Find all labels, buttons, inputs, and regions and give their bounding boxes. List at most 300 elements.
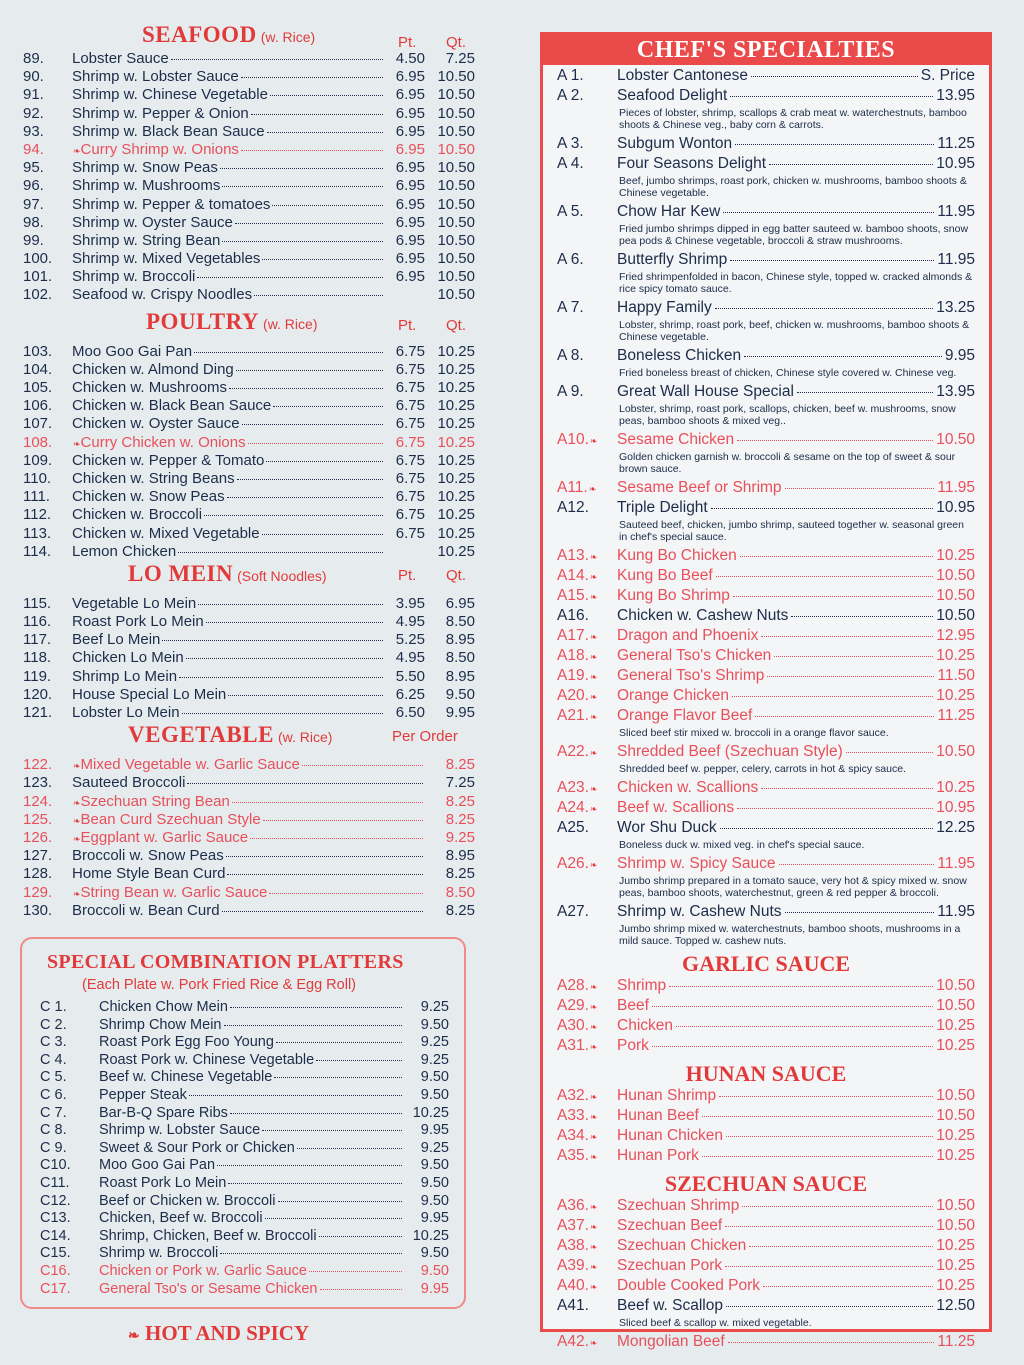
item-name: Shrimp w. String Bean [72, 231, 221, 249]
pint-price: 6.95 [395, 195, 425, 213]
menu-item [20, 631, 475, 649]
item-name: Sesame Beef or Shrimp [617, 479, 782, 496]
item-number: 116. [23, 613, 52, 631]
item-name: Szechuan Beef [617, 1217, 723, 1234]
quart-price: 10.50 [437, 122, 475, 140]
specialty-item [557, 855, 975, 875]
item-number: 106. [23, 397, 53, 415]
item-name: Roast Pork Lo Mein [99, 1174, 227, 1191]
pint-price: 6.95 [395, 68, 425, 86]
item-number [557, 547, 617, 565]
leader-dots [761, 788, 933, 789]
leader-dots [725, 1266, 933, 1267]
specialty-item [557, 743, 975, 763]
item-number: C13. [40, 1210, 71, 1227]
item-number-text: A 1. [557, 67, 584, 84]
specialty-item [557, 799, 975, 819]
specialty-item [557, 1037, 975, 1057]
menu-item [20, 793, 475, 811]
item-number [557, 1107, 617, 1125]
chili-pepper-icon: ❧ [589, 1022, 598, 1032]
leader-dots [198, 604, 383, 605]
item-number-text: A 6. [557, 251, 584, 268]
item-name: Chicken w. Oyster Sauce [72, 415, 240, 433]
item-price: 10.50 [936, 431, 975, 448]
leader-dots [248, 443, 383, 444]
chili-pepper-icon: ❧ [73, 833, 81, 844]
item-name: Chicken w. Broccoli [72, 506, 203, 524]
leader-dots [769, 164, 933, 165]
item-name: Beef w. Scallions [617, 799, 735, 816]
item-description: Sliced beef stir mixed w. broccoli in a orange flavor sauce. [619, 727, 889, 739]
item-price: 10.50 [936, 997, 975, 1014]
item-description: Fried boneless breast of chicken, Chinese style covered w. Chinese veg. [619, 367, 957, 379]
item-price: 11.25 [937, 135, 975, 152]
item-name: Chicken [617, 1017, 673, 1034]
item-name: Orange Flavor Beef [617, 707, 753, 724]
item-price: 8.25 [445, 865, 475, 883]
leader-dots [204, 515, 383, 516]
item-price: 10.25 [936, 1017, 975, 1034]
chef-title: CHEF'S SPECIALTIES [636, 37, 896, 63]
leader-dots [186, 658, 383, 659]
leader-dots [220, 1253, 402, 1254]
item-number [557, 251, 617, 269]
item-number-text: A16. [557, 607, 589, 624]
pint-header: Pt. [398, 566, 417, 584]
leader-dots [178, 552, 383, 553]
chili-pepper-icon: ❧ [589, 572, 598, 582]
item-name: Lobster Cantonese [617, 67, 748, 84]
menu-item [20, 232, 475, 250]
item-price: 8.25 [445, 901, 475, 919]
item-number: 105. [23, 379, 53, 396]
lomein-list [20, 595, 475, 722]
item-price: 9.50 [420, 1245, 449, 1262]
item-number: 128. [23, 865, 53, 883]
leader-dots [171, 59, 383, 60]
item-name: Hunan Shrimp [617, 1087, 717, 1104]
leader-dots [749, 1246, 933, 1247]
menu-item [20, 434, 475, 452]
leader-dots [230, 1113, 402, 1114]
item-number-text: A 4. [557, 155, 584, 172]
item-number-text: A 9. [557, 383, 584, 400]
specialty-item [557, 251, 975, 271]
menu-item [20, 196, 475, 214]
quart-price: 8.50 [445, 613, 475, 631]
item-number [557, 1237, 617, 1255]
item-name: Kung Bo Beef [617, 567, 713, 584]
leader-dots [761, 636, 933, 637]
item-description: Sliced beef & scallop w. mixed vegetable. [619, 1317, 812, 1329]
item-number: C 8. [40, 1122, 67, 1139]
item-number [557, 567, 617, 585]
item-price: 10.50 [936, 587, 975, 604]
garlic-sauce-title: GARLIC SAUCE [681, 951, 851, 976]
item-name: Sauteed Broccoli [72, 774, 186, 792]
leader-dots [222, 911, 423, 912]
item-number [557, 1257, 617, 1275]
chili-pepper-icon: ❧ [589, 1338, 598, 1348]
specialty-item [557, 587, 975, 607]
chili-pepper-icon: ❧ [589, 436, 598, 446]
leader-dots [737, 440, 933, 441]
menu-item [20, 123, 475, 141]
item-price: 11.95 [937, 251, 975, 268]
item-name: Great Wall House Special [617, 383, 794, 400]
item-number [557, 1147, 617, 1165]
quart-price: 10.25 [437, 524, 475, 542]
item-number-text: A40. [557, 1277, 589, 1294]
item-number [557, 499, 617, 517]
item-name: Shrimp Chow Mein [99, 1016, 222, 1033]
leader-dots [179, 677, 383, 678]
item-number: 115. [23, 594, 52, 612]
item-name: Chicken w. Mushrooms [72, 379, 228, 396]
item-name: Shrimp w. Cashew Nuts [617, 903, 782, 920]
seafood-list [20, 50, 475, 305]
item-price: 11.25 [937, 707, 975, 724]
menu-item [20, 829, 475, 847]
item-name: Roast Pork Lo Mein [72, 613, 204, 631]
item-name: Triple Delight [617, 499, 708, 516]
item-name: Chicken w. Pepper & Tomato [72, 451, 265, 469]
leader-dots [267, 132, 383, 133]
item-price: 11.95 [937, 479, 975, 496]
quart-price: 10.50 [437, 177, 475, 195]
leader-dots [230, 1007, 402, 1008]
menu-item [20, 686, 475, 704]
item-price: 10.50 [936, 743, 975, 760]
quart-price: 10.50 [437, 195, 475, 213]
menu-item [20, 286, 475, 304]
combo-item [37, 1245, 449, 1263]
item-price: 10.95 [936, 799, 975, 816]
quart-price: 10.25 [437, 360, 475, 378]
specialty-item [557, 687, 975, 707]
item-name: Bar-B-Q Spare Ribs [99, 1104, 228, 1121]
specialty-item [557, 607, 975, 627]
leader-dots [250, 838, 423, 839]
quart-price: 7.25 [445, 50, 475, 67]
leader-dots [732, 696, 933, 697]
specialty-item [557, 431, 975, 451]
combo-item [37, 1034, 449, 1052]
item-name: Seafood w. Crispy Noodles [72, 286, 253, 304]
item-price: 10.50 [936, 1087, 975, 1104]
item-price: 9.50 [420, 1192, 449, 1209]
item-price: 10.50 [936, 1107, 975, 1124]
item-number: C11. [40, 1174, 70, 1191]
item-description: Jumbo shrimp prepared in a tomato sauce, very hot & spicy mixed w. snow peas, bamboo shoots, waterchestnut, green & red pepper & broccoli. [619, 875, 967, 899]
item-price: 9.25 [420, 999, 449, 1015]
leader-dots [272, 205, 383, 206]
item-number [557, 607, 617, 625]
item-name: Roast Pork w. Chinese Vegetable [99, 1051, 315, 1068]
leader-dots [702, 1116, 933, 1117]
item-number [557, 627, 617, 645]
item-number: 114. [23, 542, 52, 560]
pint-price: 6.95 [395, 104, 425, 122]
chili-pepper-icon: ❧ [589, 784, 598, 794]
item-number: 108. [23, 433, 53, 451]
item-name: Shredded Beef (Szechuan Style) [617, 743, 843, 760]
item-number-text: A15. [557, 587, 589, 604]
leader-dots [236, 370, 383, 371]
item-number: C 5. [40, 1069, 67, 1086]
item-number [557, 687, 617, 705]
item-price: 11.95 [937, 203, 975, 220]
leader-dots [197, 277, 383, 278]
quart-price: 10.25 [437, 451, 475, 469]
menu-item [20, 105, 475, 123]
chili-pepper-icon: ❧ [589, 1132, 598, 1142]
item-name: General Tso's Shrimp [617, 667, 765, 684]
specialty-item [557, 819, 975, 839]
item-name: Subgum Wonton [617, 135, 733, 152]
menu-item [20, 649, 475, 667]
specialty-item [557, 203, 975, 223]
quart-price: 10.50 [437, 159, 475, 177]
item-number [557, 135, 617, 153]
item-name: Moo Goo Gai Pan [72, 342, 193, 360]
item-number [557, 67, 617, 85]
item-number-text: A 3. [557, 135, 584, 152]
chili-pepper-icon: ❧ [589, 1092, 598, 1102]
item-number [557, 903, 617, 921]
item-name: Szechuan Shrimp [617, 1197, 740, 1214]
item-number: C14. [40, 1227, 71, 1244]
item-number [557, 779, 617, 797]
specialty-item [557, 347, 975, 367]
item-name: Shrimp w. Lobster Sauce [72, 68, 239, 86]
chili-pepper-icon: ❧ [589, 1002, 598, 1012]
quart-price: 8.50 [445, 649, 475, 667]
item-price: 10.25 [412, 1104, 449, 1121]
item-number-text: A41. [557, 1297, 589, 1314]
poultry-list [20, 343, 475, 561]
menu-item [20, 543, 475, 561]
pint-price: 6.75 [395, 469, 425, 487]
specialty-item [557, 1277, 975, 1297]
leader-dots [222, 186, 383, 187]
item-price: 10.50 [936, 607, 975, 624]
specialty-item [557, 627, 975, 647]
chili-pepper-icon: ❧ [589, 982, 598, 992]
combo-item [37, 1140, 449, 1158]
leader-dots [228, 1183, 402, 1184]
specialty-item [557, 1297, 975, 1317]
menu-item [20, 470, 475, 488]
item-number-text: A21. [557, 707, 589, 724]
specialty-item [557, 1127, 975, 1147]
menu-item [20, 86, 475, 104]
chili-pepper-icon: ❧ [589, 712, 598, 722]
item-name: Chicken w. Scallions [617, 779, 759, 796]
item-description: Jumbo shrimp mixed w. waterchestnuts, bamboo shoots, mushrooms in a mild sauce. Topped w. cashew nuts. [619, 923, 961, 947]
combo-subtitle: (Each Plate w. Pork Fried Rice & Egg Roll) [82, 977, 356, 993]
menu-item [20, 756, 475, 774]
item-name: Beef w. Chinese Vegetable [99, 1069, 273, 1086]
item-number: C12. [40, 1192, 71, 1209]
pint-price: 6.75 [395, 488, 425, 506]
item-name: Wor Shu Duck [617, 819, 717, 836]
combo-item [37, 1281, 449, 1299]
seafood-header [20, 22, 475, 50]
chili-pepper-icon: ❧ [589, 748, 598, 758]
leader-dots [251, 114, 383, 115]
specialty-item [557, 779, 975, 799]
item-name: Chicken w. Snow Peas [72, 488, 225, 506]
item-name: Shrimp w. Chinese Vegetable [72, 86, 268, 104]
item-number [557, 383, 617, 401]
item-number: 95. [23, 159, 44, 177]
item-name: Pork [617, 1037, 649, 1054]
menu-item [20, 250, 475, 268]
pint-price: 4.95 [395, 649, 425, 667]
item-name: Curry Chicken w. Onions [80, 433, 246, 451]
pint-price: 6.95 [395, 159, 425, 177]
item-name: Four Seasons Delight [617, 155, 767, 172]
item-name: Chicken w. Almond Ding [72, 360, 234, 378]
item-number [557, 1297, 617, 1315]
item-number: 93. [23, 122, 44, 140]
item-number [557, 347, 617, 365]
item-price: 10.50 [936, 977, 975, 994]
leader-dots [785, 488, 935, 489]
chili-pepper-icon: ❧ [589, 1222, 598, 1232]
chili-pepper-icon: ❧ [589, 1242, 598, 1252]
left-column [20, 22, 475, 920]
chili-pepper-icon: ❧ [589, 1202, 598, 1212]
chili-pepper-icon: ❧ [589, 652, 598, 662]
item-description: Lobster, shrimp, roast pork, beef, chicken w. mushrooms, bamboo shoots & Chinese vegetable. [619, 319, 970, 343]
chili-pepper-icon: ❧ [589, 860, 598, 870]
item-number [557, 855, 617, 873]
leader-dots [320, 1289, 403, 1290]
item-name: Kung Bo Chicken [617, 547, 737, 564]
item-number [557, 587, 617, 605]
item-name: Sweet & Sour Pork or Chicken [99, 1139, 295, 1156]
leader-dots [269, 893, 423, 894]
leader-dots [755, 716, 934, 717]
item-description: Golden chicken garnish w. broccoli & sesame on the top of sweet & sour brown sauce. [619, 451, 956, 475]
item-number: C 4. [40, 1051, 67, 1068]
combo-list [37, 999, 449, 1298]
item-number-text: A42. [557, 1333, 589, 1350]
item-number-text: A36. [557, 1197, 589, 1214]
combo-item [37, 1263, 449, 1281]
combo-item [37, 1105, 449, 1123]
szechuan-sauce-title: SZECHUAN SAUCE [664, 1171, 868, 1196]
item-name: Szechuan Chicken [617, 1237, 747, 1254]
item-price: 9.95 [420, 1122, 449, 1139]
pint-price: 6.50 [395, 704, 425, 721]
item-price: 9.50 [420, 1262, 449, 1279]
leader-dots [735, 144, 934, 145]
quart-price: 10.25 [437, 415, 475, 433]
pint-price: 6.95 [395, 231, 425, 249]
specialty-item [557, 1197, 975, 1217]
item-number: C10. [40, 1157, 71, 1174]
item-number-text: A17. [557, 627, 589, 644]
leader-dots [725, 1226, 933, 1227]
specialty-item [557, 647, 975, 667]
specialty-item [557, 383, 975, 403]
item-name: Mongolian Beef [617, 1333, 725, 1350]
leader-dots [740, 556, 933, 557]
leader-dots [744, 356, 942, 357]
quart-price: 10.50 [437, 68, 475, 86]
menu-item [20, 488, 475, 506]
leader-dots [237, 479, 383, 480]
leader-dots [194, 352, 383, 353]
item-price: 8.25 [445, 792, 475, 810]
item-name: Szechuan String Bean [80, 792, 230, 810]
item-price: 10.95 [936, 155, 975, 172]
quart-price: 10.50 [437, 231, 475, 249]
leader-dots [302, 765, 423, 766]
leader-dots [227, 874, 423, 875]
item-name: Double Cooked Pork [617, 1277, 761, 1294]
item-name: Shrimp w. Pepper & tomatoes [72, 195, 271, 213]
item-number-text: A25. [557, 819, 589, 836]
leader-dots [733, 596, 933, 597]
quart-price: 10.25 [437, 342, 475, 360]
item-name: Shrimp w. Oyster Sauce [72, 213, 233, 231]
item-number: 126. [23, 828, 53, 846]
item-number: 119. [23, 667, 52, 685]
specialty-item [557, 479, 975, 499]
item-name: Szechuan Pork [617, 1257, 723, 1274]
combo-item [37, 1122, 449, 1140]
leader-dots [162, 640, 383, 641]
item-number: 109. [23, 451, 53, 469]
specialty-item [557, 499, 975, 519]
leader-dots [726, 1136, 933, 1137]
hunan-sauce-title: HUNAN SAUCE [685, 1061, 847, 1086]
pint-price: 6.75 [395, 397, 425, 415]
item-number: 122. [23, 756, 53, 774]
chili-pepper-icon: ❧ [589, 552, 598, 562]
szechuan-list [557, 1197, 975, 1353]
specialty-item [557, 155, 975, 175]
combo-item [37, 1228, 449, 1246]
item-name: Dragon and Phoenix [617, 627, 759, 644]
item-number-text: A 5. [557, 203, 584, 220]
quart-price: 10.25 [437, 397, 475, 415]
quart-header: Qt. [446, 34, 467, 51]
item-price: 12.50 [936, 1297, 975, 1314]
item-name: Mixed Vegetable w. Garlic Sauce [80, 756, 300, 774]
item-number-text: A28. [557, 977, 589, 994]
menu-item [20, 902, 475, 920]
menu-item [20, 214, 475, 232]
combo-item [37, 1069, 449, 1087]
specialty-item [557, 1147, 975, 1167]
item-number-text: A37. [557, 1217, 589, 1234]
item-price: 9.50 [420, 1086, 449, 1103]
quart-price: 9.95 [445, 704, 475, 721]
leader-dots [187, 783, 423, 784]
quart-price: 10.25 [437, 488, 475, 506]
item-name: Broccoli w. Snow Peas [72, 847, 224, 865]
leader-dots [241, 150, 383, 151]
item-price: 12.95 [936, 627, 975, 644]
item-number-text: A13. [557, 547, 589, 564]
item-number-text: A34. [557, 1127, 589, 1144]
